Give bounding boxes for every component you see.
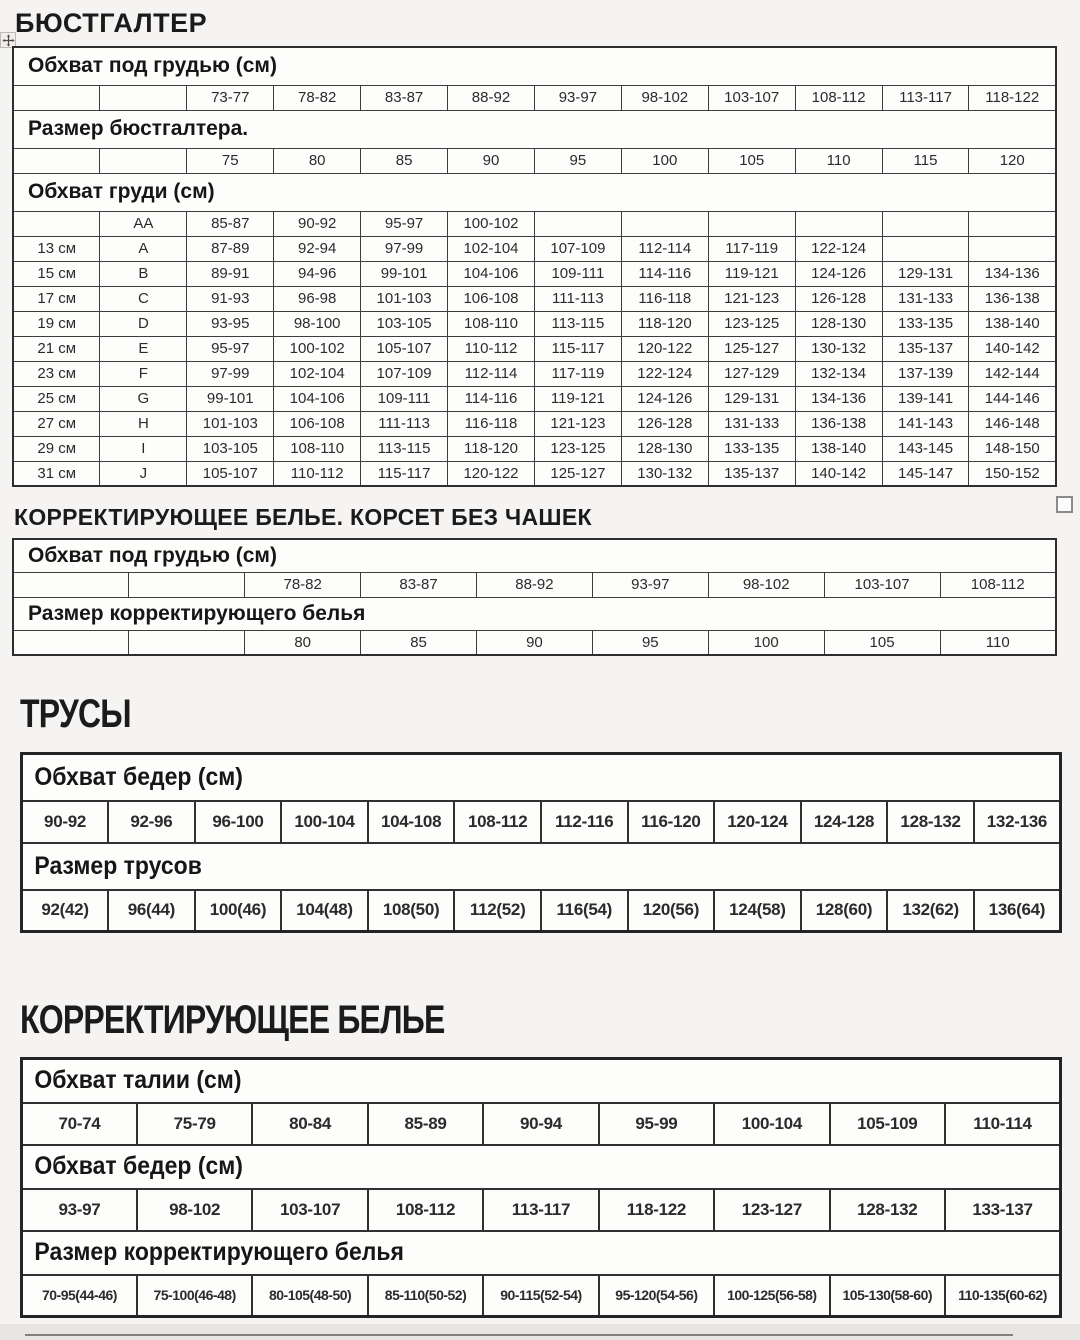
table-cell: 104-106 xyxy=(448,261,535,286)
table-cell: 97-99 xyxy=(361,236,448,261)
table-cell xyxy=(969,211,1056,236)
table-cell: 85 xyxy=(361,148,448,173)
table-cell: 80-84 xyxy=(252,1103,367,1145)
table-cell: 114-116 xyxy=(448,386,535,411)
table-cell: 143-145 xyxy=(882,436,969,461)
table-cell: 90-92 xyxy=(22,801,109,843)
table-cell: 145-147 xyxy=(882,461,969,486)
table-cell: 31 см xyxy=(13,461,100,486)
table-cell: 142-144 xyxy=(969,361,1056,386)
table-cell xyxy=(129,572,245,597)
table-cell: 113-117 xyxy=(882,85,969,110)
row-label: Обхват бедер (см) xyxy=(22,1145,978,1189)
table-cell: 131-133 xyxy=(708,411,795,436)
table-cell: 105-107 xyxy=(187,461,274,486)
table-cell: 148-150 xyxy=(969,436,1056,461)
table-cell: 115-117 xyxy=(361,461,448,486)
table-cell: 97-99 xyxy=(187,361,274,386)
table-cell: 104-108 xyxy=(368,801,455,843)
table-cell xyxy=(621,211,708,236)
table-cell: 141-143 xyxy=(882,411,969,436)
table-cell: C xyxy=(100,286,187,311)
table-label-row xyxy=(22,754,1061,801)
table-row xyxy=(13,148,1056,173)
move-arrows-icon xyxy=(2,34,15,47)
table-cell: 118-120 xyxy=(621,311,708,336)
bra-size-table xyxy=(12,46,1057,487)
table-row xyxy=(13,286,1056,311)
table-cell: 92-94 xyxy=(274,236,361,261)
table-cell: 75-100(46-48) xyxy=(137,1275,252,1317)
table-row xyxy=(13,386,1056,411)
table-cell: 130-132 xyxy=(795,336,882,361)
table-cell: 138-140 xyxy=(969,311,1056,336)
table-cell: 80-105(48-50) xyxy=(252,1275,367,1317)
table-cell: 120(56) xyxy=(628,890,715,932)
table-cell: 137-139 xyxy=(882,361,969,386)
table-row xyxy=(22,890,1061,932)
table-cell: 85-87 xyxy=(187,211,274,236)
table-cell: 125-127 xyxy=(534,461,621,486)
table-cell: 103-105 xyxy=(361,311,448,336)
table-cell: 108-112 xyxy=(940,572,1056,597)
table-cell xyxy=(129,630,245,655)
row-label: Обхват груди (см) xyxy=(13,173,1056,211)
table-cell: 80 xyxy=(245,630,361,655)
table-cell: 85-89 xyxy=(368,1103,483,1145)
table-cell: 116(54) xyxy=(541,890,628,932)
table-cell: 105-109 xyxy=(830,1103,945,1145)
table-cell: 88-92 xyxy=(448,85,535,110)
table-row xyxy=(13,336,1056,361)
table-cell xyxy=(882,211,969,236)
table-cell: D xyxy=(100,311,187,336)
table-cell: 134-136 xyxy=(795,386,882,411)
table-cell: 115-117 xyxy=(534,336,621,361)
table-row xyxy=(13,411,1056,436)
table-cell: 100-102 xyxy=(448,211,535,236)
row-label: Размер корректирующего белья xyxy=(13,597,1056,630)
table-cell: 106-108 xyxy=(448,286,535,311)
table-cell: 103-107 xyxy=(824,572,940,597)
table-label-row xyxy=(13,47,1056,85)
table-cell: 118-120 xyxy=(448,436,535,461)
table-cell: 128(60) xyxy=(801,890,888,932)
table-cell: 103-105 xyxy=(187,436,274,461)
table-cell: 106-108 xyxy=(274,411,361,436)
table-cell: 110-114 xyxy=(945,1103,1061,1145)
table-cell: 133-137 xyxy=(945,1189,1061,1231)
table-cell xyxy=(100,148,187,173)
table-cell: 83-87 xyxy=(361,85,448,110)
table-cell: 110 xyxy=(795,148,882,173)
table-cell: G xyxy=(100,386,187,411)
table-cell: 113-115 xyxy=(361,436,448,461)
row-label: Обхват талии (см) xyxy=(22,1059,978,1103)
table-cell: 95-99 xyxy=(599,1103,714,1145)
table-row xyxy=(13,461,1056,486)
table-cell xyxy=(795,211,882,236)
page-edge-line xyxy=(25,1334,1013,1336)
table-cell: 93-95 xyxy=(187,311,274,336)
table-cell: J xyxy=(100,461,187,486)
table-row xyxy=(22,1103,1061,1145)
table-row xyxy=(22,1275,1061,1317)
table-row xyxy=(13,572,1056,597)
table-cell: 105-107 xyxy=(361,336,448,361)
table-cell: 101-103 xyxy=(361,286,448,311)
page-bottom-margin xyxy=(0,1324,1080,1340)
table-cell: 117-119 xyxy=(534,361,621,386)
table-cell: 129-131 xyxy=(708,386,795,411)
table-label-row xyxy=(22,843,1061,890)
table-cell: 93-97 xyxy=(22,1189,137,1231)
size-grid xyxy=(20,752,1062,933)
table-cell: 104(48) xyxy=(281,890,368,932)
table-label-row xyxy=(22,1145,1061,1189)
table-cell: 110 xyxy=(940,630,1056,655)
table-cell: 123-125 xyxy=(534,436,621,461)
row-label: Обхват под грудью (см) xyxy=(13,47,1056,85)
table-cell: 27 см xyxy=(13,411,100,436)
table-cell: 70-95(44-46) xyxy=(22,1275,137,1317)
table-label-row xyxy=(13,597,1056,630)
table-cell: 104-106 xyxy=(274,386,361,411)
table-cell: 107-109 xyxy=(361,361,448,386)
table-cell: 100 xyxy=(621,148,708,173)
table-cell: 112-116 xyxy=(541,801,628,843)
row-label: Обхват под грудью (см) xyxy=(13,539,1056,572)
table-cell: 70-74 xyxy=(22,1103,137,1145)
table-cell: 103-107 xyxy=(252,1189,367,1231)
table-cell: 120-122 xyxy=(621,336,708,361)
table-cell xyxy=(13,85,100,110)
table-cell xyxy=(13,572,129,597)
table-cell: 102-104 xyxy=(448,236,535,261)
table-cell: 110-135(60-62) xyxy=(945,1275,1061,1317)
table-cell: 90-115(52-54) xyxy=(483,1275,598,1317)
table-cell: 90 xyxy=(448,148,535,173)
table-cell: 95-97 xyxy=(361,211,448,236)
row-label: Размер корректирующего белья xyxy=(22,1231,978,1275)
table-cell: 121-123 xyxy=(708,286,795,311)
table-cell: 96(44) xyxy=(108,890,195,932)
table-cell: 78-82 xyxy=(274,85,361,110)
table-cell: A xyxy=(100,236,187,261)
panties-size-table xyxy=(20,752,1062,933)
table-cell: 90 xyxy=(477,630,593,655)
table-cell: 123-127 xyxy=(714,1189,829,1231)
table-cell: 140-142 xyxy=(795,461,882,486)
table-cell: 120 xyxy=(969,148,1056,173)
table-cell: 122-124 xyxy=(621,361,708,386)
table-cell: 13 см xyxy=(13,236,100,261)
table-cell: 121-123 xyxy=(534,411,621,436)
table-cell: 116-118 xyxy=(621,286,708,311)
table-cell: 133-135 xyxy=(882,311,969,336)
table-cell: 124(58) xyxy=(714,890,801,932)
table-cell: 21 см xyxy=(13,336,100,361)
table-cell: 113-115 xyxy=(534,311,621,336)
table-cell: 100-104 xyxy=(714,1103,829,1145)
table-cell: 90-92 xyxy=(274,211,361,236)
table-cell: 115 xyxy=(882,148,969,173)
table-cell: 110-112 xyxy=(274,461,361,486)
table-cell: 105 xyxy=(824,630,940,655)
table-cell: 119-121 xyxy=(534,386,621,411)
table-cell: 17 см xyxy=(13,286,100,311)
table-cell: 111-113 xyxy=(361,411,448,436)
table-cell: 103-107 xyxy=(708,85,795,110)
table-cell: 25 см xyxy=(13,386,100,411)
table-cell: 23 см xyxy=(13,361,100,386)
table-resize-handle[interactable] xyxy=(1056,496,1073,513)
table-cell: 119-121 xyxy=(708,261,795,286)
row-label: Размер трусов xyxy=(22,843,978,890)
table-cell: 87-89 xyxy=(187,236,274,261)
table-cell: 98-102 xyxy=(621,85,708,110)
table-cell: 135-137 xyxy=(882,336,969,361)
table-cell: F xyxy=(100,361,187,386)
table-cell: 123-125 xyxy=(708,311,795,336)
table-cell: 73-77 xyxy=(187,85,274,110)
table-row xyxy=(13,236,1056,261)
table-cell xyxy=(534,211,621,236)
table-cell: 139-141 xyxy=(882,386,969,411)
table-cell: 108(50) xyxy=(368,890,455,932)
corset-size-table xyxy=(12,538,1057,656)
table-cell: 89-91 xyxy=(187,261,274,286)
table-cell xyxy=(708,211,795,236)
table-cell: 112-114 xyxy=(621,236,708,261)
table-cell: 91-93 xyxy=(187,286,274,311)
table-cell: 105-130(58-60) xyxy=(830,1275,945,1317)
panties-section-title: ТРУСЫ xyxy=(20,692,131,736)
table-cell: 101-103 xyxy=(187,411,274,436)
table-cell: 118-122 xyxy=(969,85,1056,110)
table-cell: 109-111 xyxy=(361,386,448,411)
table-cell: 80 xyxy=(274,148,361,173)
table-label-row xyxy=(13,539,1056,572)
table-cell xyxy=(13,148,100,173)
table-cell: 98-102 xyxy=(137,1189,252,1231)
table-cell: 136-138 xyxy=(969,286,1056,311)
table-cell: 120-122 xyxy=(448,461,535,486)
table-cell: 78-82 xyxy=(245,572,361,597)
table-cell: 92(42) xyxy=(22,890,109,932)
table-cell: 135-137 xyxy=(708,461,795,486)
table-cell: 96-100 xyxy=(195,801,282,843)
table-cell: 133-135 xyxy=(708,436,795,461)
table-cell: 83-87 xyxy=(361,572,477,597)
table-cell: 108-110 xyxy=(448,311,535,336)
table-cell: 128-132 xyxy=(887,801,974,843)
size-grid xyxy=(20,1057,1062,1318)
table-cell: 118-122 xyxy=(599,1189,714,1231)
table-cell: 138-140 xyxy=(795,436,882,461)
table-cell: 124-128 xyxy=(801,801,888,843)
table-cell: 92-96 xyxy=(108,801,195,843)
table-cell: 109-111 xyxy=(534,261,621,286)
table-cell: 88-92 xyxy=(477,572,593,597)
table-cell: 99-101 xyxy=(361,261,448,286)
table-cell: 75 xyxy=(187,148,274,173)
size-grid xyxy=(12,538,1057,656)
table-label-row xyxy=(22,1059,1061,1103)
table-cell: 111-113 xyxy=(534,286,621,311)
table-cell: 140-142 xyxy=(969,336,1056,361)
shapewear-section-title: КОРРЕКТИРУЮЩЕЕ БЕЛЬЕ xyxy=(20,998,445,1042)
table-cell: 108-112 xyxy=(795,85,882,110)
table-row xyxy=(13,436,1056,461)
table-cell: 146-148 xyxy=(969,411,1056,436)
table-cell xyxy=(13,211,100,236)
table-row xyxy=(13,630,1056,655)
table-row xyxy=(22,801,1061,843)
table-cell: 117-119 xyxy=(708,236,795,261)
table-cell: 131-133 xyxy=(882,286,969,311)
table-cell: 150-152 xyxy=(969,461,1056,486)
table-cell: 95-97 xyxy=(187,336,274,361)
table-cell: 100-102 xyxy=(274,336,361,361)
table-cell: 132(62) xyxy=(887,890,974,932)
table-cell: 124-126 xyxy=(795,261,882,286)
row-label: Обхват бедер (см) xyxy=(22,754,978,801)
table-cell: 132-134 xyxy=(795,361,882,386)
table-cell: 116-120 xyxy=(628,801,715,843)
table-cell: 129-131 xyxy=(882,261,969,286)
table-cell: 95-120(54-56) xyxy=(599,1275,714,1317)
table-cell: 107-109 xyxy=(534,236,621,261)
table-cell: 98-102 xyxy=(708,572,824,597)
size-grid xyxy=(12,46,1057,487)
table-cell: 108-110 xyxy=(274,436,361,461)
table-cell: 136(64) xyxy=(974,890,1061,932)
table-cell: 136-138 xyxy=(795,411,882,436)
table-cell: 134-136 xyxy=(969,261,1056,286)
table-cell xyxy=(100,85,187,110)
table-cell xyxy=(882,236,969,261)
table-row xyxy=(22,1189,1061,1231)
table-cell xyxy=(13,630,129,655)
table-cell: 85-110(50-52) xyxy=(368,1275,483,1317)
table-cell: 100 xyxy=(708,630,824,655)
table-cell: 125-127 xyxy=(708,336,795,361)
table-row xyxy=(13,311,1056,336)
table-label-row xyxy=(22,1231,1061,1275)
table-cell: 15 см xyxy=(13,261,100,286)
table-cell: 100(46) xyxy=(195,890,282,932)
table-cell: 112-114 xyxy=(448,361,535,386)
table-cell: B xyxy=(100,261,187,286)
corset-section-title: КОРРЕКТИРУЮЩЕЕ БЕЛЬЕ. КОРСЕТ БЕЗ ЧАШЕК xyxy=(14,504,592,530)
shapewear-size-table xyxy=(20,1057,1062,1318)
table-cell: 114-116 xyxy=(621,261,708,286)
table-cell: I xyxy=(100,436,187,461)
table-cell: 75-79 xyxy=(137,1103,252,1145)
table-cell: 112(52) xyxy=(454,890,541,932)
table-cell: 85 xyxy=(361,630,477,655)
table-cell: 100-125(56-58) xyxy=(714,1275,829,1317)
table-cell: 130-132 xyxy=(621,461,708,486)
table-cell: 90-94 xyxy=(483,1103,598,1145)
row-label: Размер бюстгалтера. xyxy=(13,110,1056,148)
table-cell: 108-112 xyxy=(454,801,541,843)
table-cell: 99-101 xyxy=(187,386,274,411)
table-cell: 102-104 xyxy=(274,361,361,386)
table-row xyxy=(13,85,1056,110)
table-cell: 108-112 xyxy=(368,1189,483,1231)
table-cell: 128-130 xyxy=(621,436,708,461)
table-cell: 113-117 xyxy=(483,1189,598,1231)
table-cell: AA xyxy=(100,211,187,236)
table-cell xyxy=(969,236,1056,261)
table-cell: 29 см xyxy=(13,436,100,461)
table-cell: 122-124 xyxy=(795,236,882,261)
table-cell: 93-97 xyxy=(592,572,708,597)
table-cell: 95 xyxy=(534,148,621,173)
table-cell: E xyxy=(100,336,187,361)
table-cell: 120-124 xyxy=(714,801,801,843)
table-cell: 127-129 xyxy=(708,361,795,386)
table-cell: 110-112 xyxy=(448,336,535,361)
table-cell: 98-100 xyxy=(274,311,361,336)
table-cell: 128-130 xyxy=(795,311,882,336)
table-cell: 96-98 xyxy=(274,286,361,311)
table-cell: 116-118 xyxy=(448,411,535,436)
table-cell: 144-146 xyxy=(969,386,1056,411)
table-cell: 19 см xyxy=(13,311,100,336)
table-cell: 93-97 xyxy=(534,85,621,110)
bra-section-title: БЮСТГАЛТЕР xyxy=(15,8,208,38)
table-row xyxy=(13,261,1056,286)
table-cell: 126-128 xyxy=(621,411,708,436)
table-cell: 95 xyxy=(592,630,708,655)
table-cell: H xyxy=(100,411,187,436)
table-cell: 124-126 xyxy=(621,386,708,411)
table-cell: 105 xyxy=(708,148,795,173)
table-label-row xyxy=(13,110,1056,148)
table-cell: 94-96 xyxy=(274,261,361,286)
table-cell: 132-136 xyxy=(974,801,1061,843)
table-row xyxy=(13,211,1056,236)
table-cell: 100-104 xyxy=(281,801,368,843)
table-cell: 126-128 xyxy=(795,286,882,311)
table-cell: 128-132 xyxy=(830,1189,945,1231)
table-label-row xyxy=(13,173,1056,211)
table-row xyxy=(13,361,1056,386)
